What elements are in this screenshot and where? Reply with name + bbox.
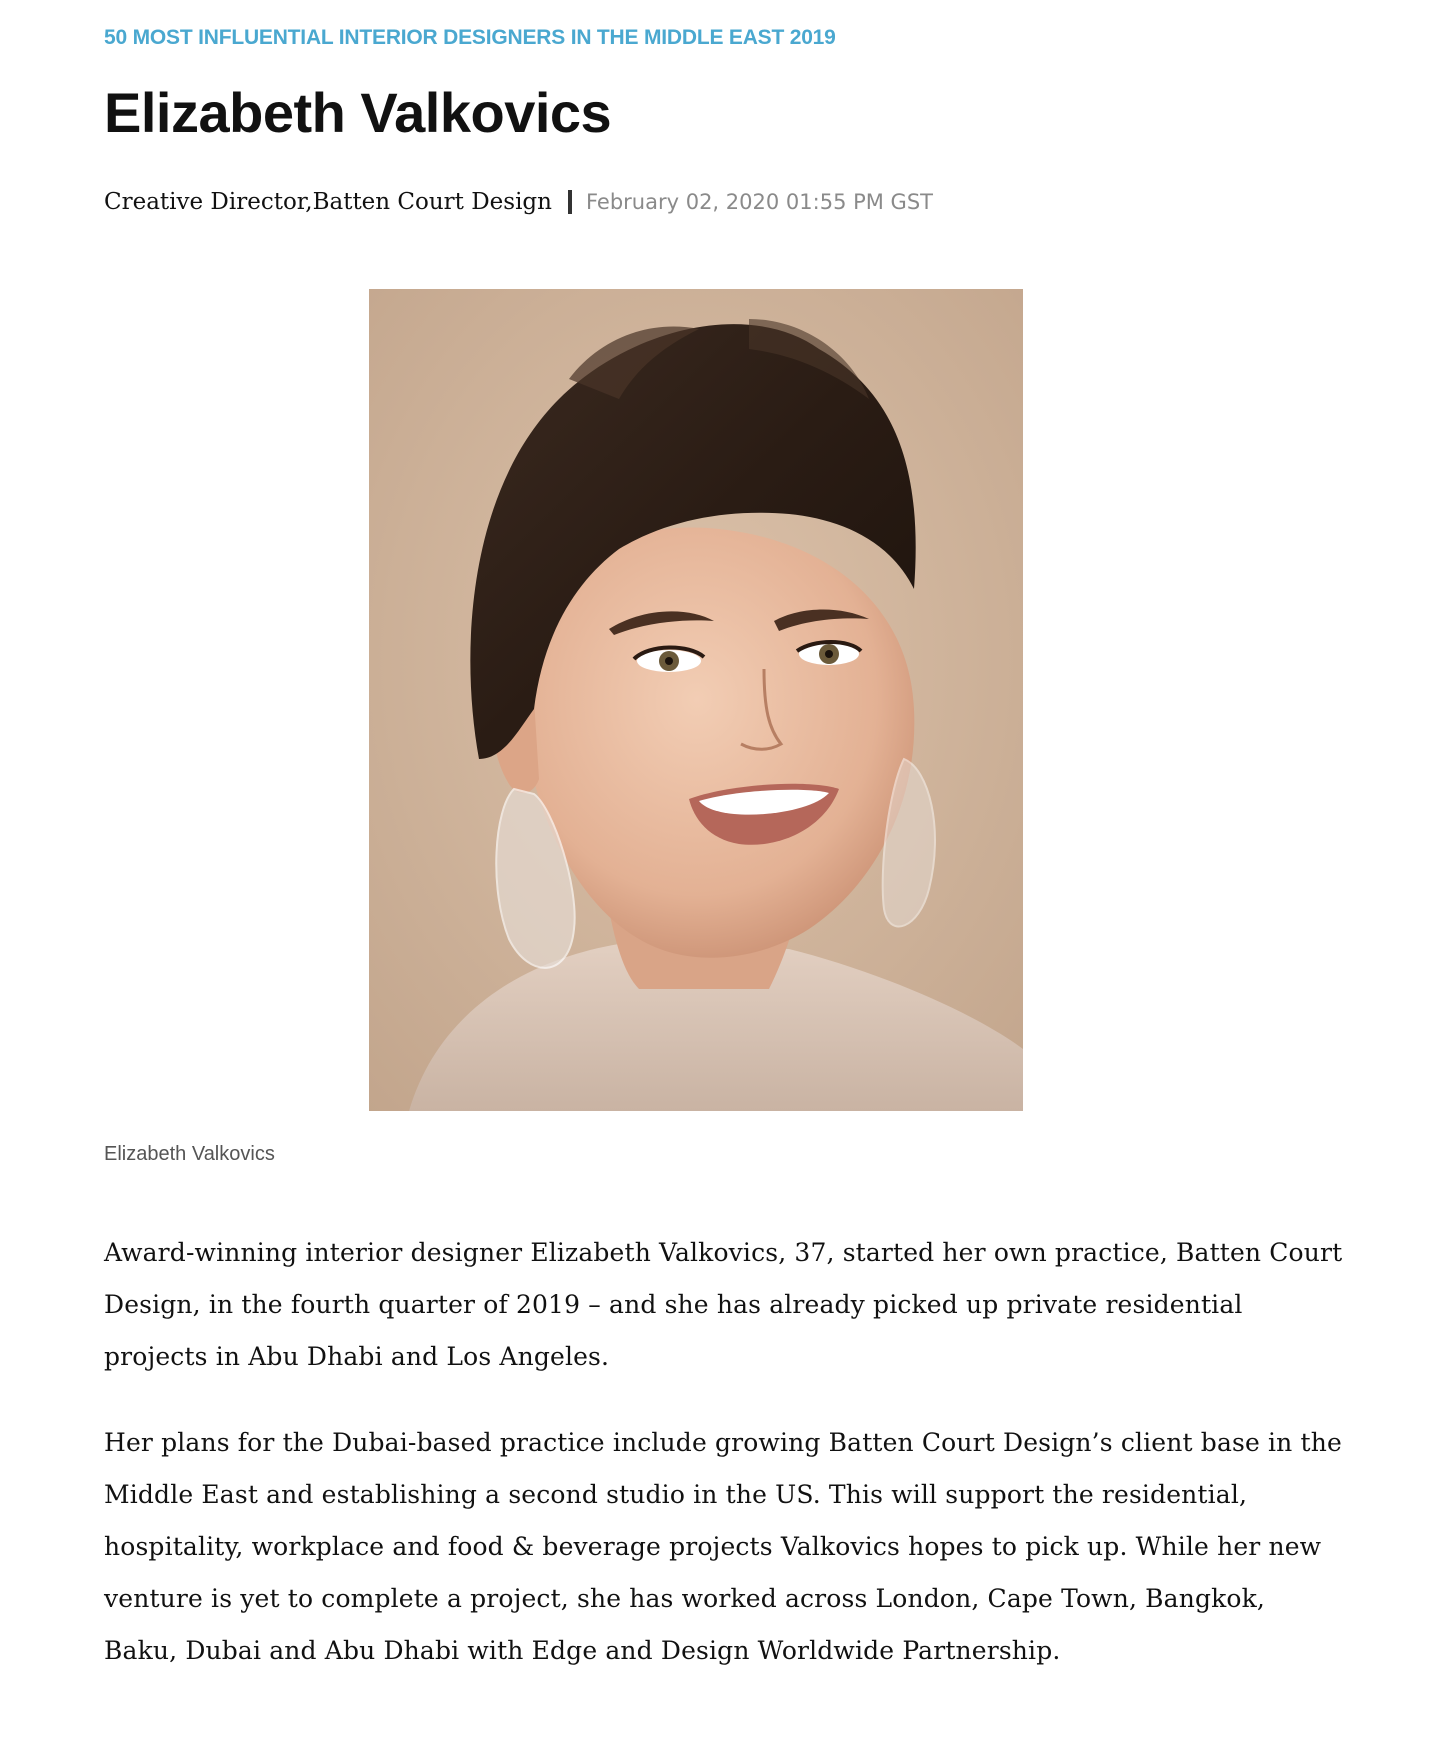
article-body	[104, 1227, 1344, 1711]
photo-caption: Elizabeth Valkovics	[104, 1143, 275, 1165]
category-link[interactable]: 50 MOST INFLUENTIAL INTERIOR DESIGNERS IN THE MIDDLE EAST 2019	[104, 26, 836, 49]
article-meta	[104, 186, 933, 218]
publish-date: February 02, 2020 01:55 PM GST	[585, 190, 933, 214]
portrait-illustration	[369, 289, 1023, 1111]
body-paragraph: Award-winning interior designer Elizabeth Valkovics, 37, started her own practice, Batten Court Design, in the fourth quarter of 2019 – and she has already picked up private residential projects in Abu Dhabi and Los Angeles.	[104, 1238, 1343, 1371]
author-byline: Creative Director,Batten Court Design	[104, 189, 552, 215]
portrait-photo	[369, 289, 1023, 1111]
meta-divider	[568, 190, 572, 214]
article-title: Elizabeth Valkovics	[104, 81, 612, 144]
body-paragraph: Her plans for the Dubai-based practice include growing Batten Court Design’s client base in the Middle East and establishing a second studio in the US. This will support the residential, hospitality, workplace and food & beverage projects Valkovics hopes to pick up. While her new venture is yet to complete a project, she has worked across London, Cape Town, Bangkok, Baku, Dubai and Abu Dhabi with Edge and Design Worldwide Partnership.	[104, 1428, 1342, 1665]
